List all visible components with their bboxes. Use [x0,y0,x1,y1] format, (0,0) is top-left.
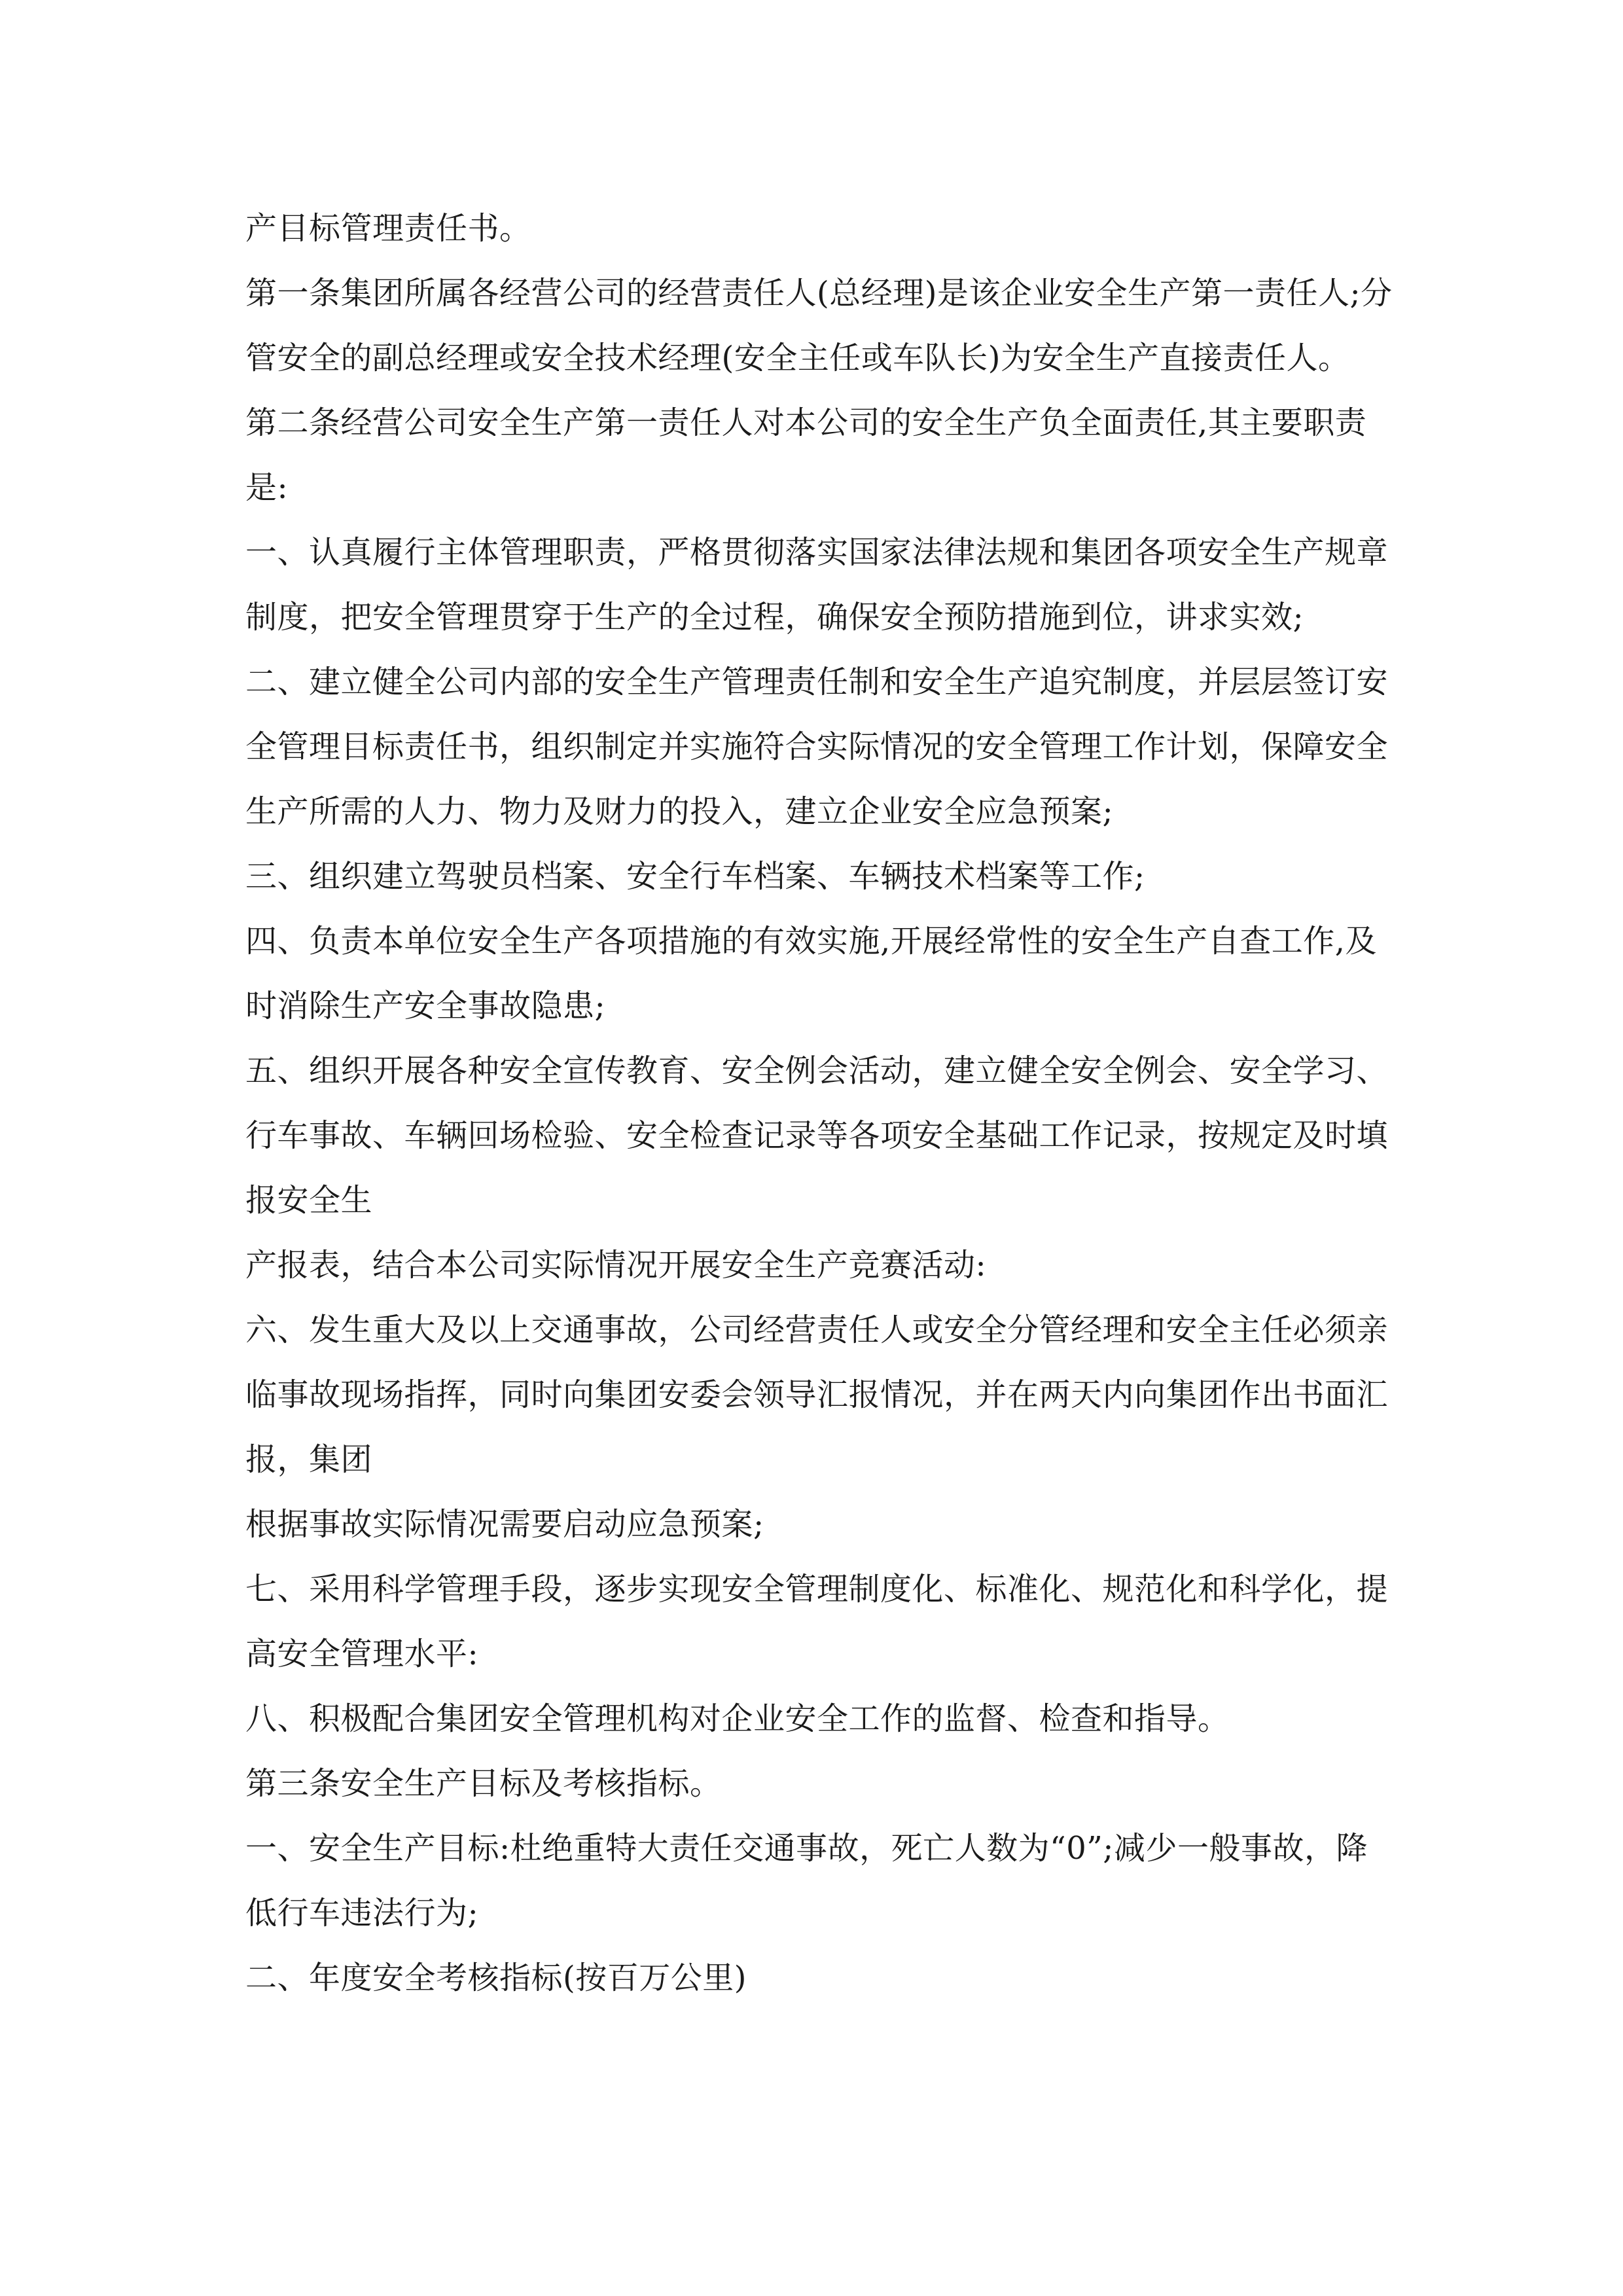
document-body [245,196,1397,2011]
paragraph-duty-3: 三、组织建立驾驶员档案、安全行车档案、车辆技术档案等工作; [245,858,1145,895]
paragraph-duty-5: 五、组织开展各种安全宣传教育、安全例会活动，建立健全安全例会、安全学习、行车事故、车辆回场检验、安全检查记录等各项安全基础工作记录，按规定及时填报安全生 [245,1052,1389,1219]
paragraph-duty-4: 四、负责本单位安全生产各项措施的有效实施,开展经常性的安全生产自查工作,及时消除生产安全事故隐患; [245,923,1378,1024]
paragraph-duty-6: 六、发生重大及以上交通事故，公司经营责任人或安全分管经理和安全主任必须亲临事故现场指挥，同时向集团安委会领导汇报情况，并在两天内向集团作出书面汇报，集团 [245,1312,1389,1478]
paragraph-duty-6-continued: 根据事故实际情况需要启动应急预案; [245,1506,764,1543]
paragraph-article-1: 第一条集团所属各经营公司的经营责任人(总经理)是该企业安全生产第一责任人;分管安全的副总经理或安全技术经理(安全主任或车队长)为安全生产直接责任人。 [245,275,1393,376]
paragraph-title-tail: 产目标管理责任书。 [245,210,531,247]
paragraph-target-1: 一、安全生产目标:杜绝重特大责任交通事故，死亡人数为“0”;减少一般事故，降低行车违法行为; [245,1830,1368,1931]
paragraph-duty-8: 八、积极配合集团安全管理机构对企业安全工作的监督、检查和指导。 [245,1700,1230,1737]
paragraph-duty-2: 二、建立健全公司内部的安全生产管理责任制和安全生产追究制度，并层层签订安全管理目标责任书，组织制定并实施符合实际情况的安全管理工作计划，保障安全生产所需的人力、物力及财力的投入，建立企业安全应急预案; [245,664,1389,830]
paragraph-duty-5-continued: 产报表，结合本公司实际情况开展安全生产竞赛活动: [245,1247,987,1283]
paragraph-duty-1: 一、认真履行主体管理职责，严格贯彻落实国家法律法规和集团各项安全生产规章制度，把安全管理贯穿于生产的全过程，确保安全预防措施到位，讲求实效; [245,534,1389,636]
paragraph-article-3: 第三条安全生产目标及考核指标。 [245,1765,722,1802]
paragraph-target-2: 二、年度安全考核指标(按百万公里) [245,1960,747,1996]
paragraph-article-2: 第二条经营公司安全生产第一责任人对本公司的安全生产负全面责任,其主要职责是: [245,404,1367,506]
paragraph-duty-7: 七、采用科学管理手段，逐步实现安全管理制度化、标准化、规范化和科学化，提高安全管理水平: [245,1571,1389,1672]
